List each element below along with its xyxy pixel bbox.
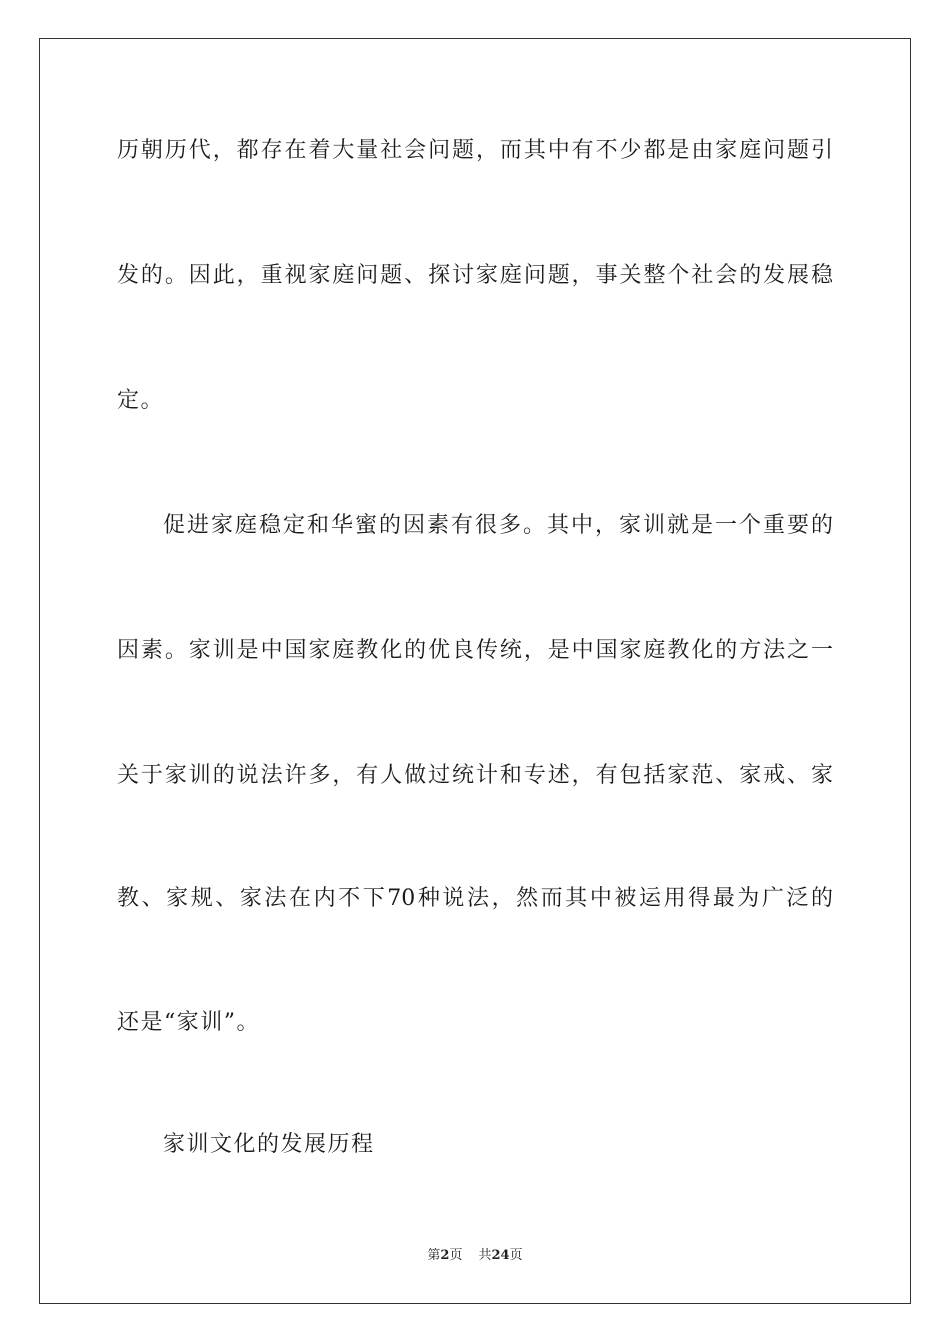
paragraph-2-line-1: 促进家庭稳定和华蜜的因素有很多。其中，家训就是一个重要的 (163, 513, 833, 538)
section-heading: 家训文化的发展历程 (163, 1132, 375, 1157)
paragraph-2-line-3: 关于家训的说法许多，有人做过统计和专述，有包括家范、家戒、家 (117, 763, 833, 788)
footer-total-suffix: 页 (509, 1248, 523, 1263)
page-border (39, 38, 911, 1304)
paragraph-2-line-4: 教、家规、家法在内不下70种说法，然而其中被运用得最为广泛的 (117, 886, 833, 911)
footer-total-prefix: 共 (478, 1248, 492, 1263)
paragraph-2-line-2: 因素。家训是中国家庭教化的优良传统，是中国家庭教化的方法之一 (117, 638, 833, 663)
paragraph-1-line-1: 历朝历代，都存在着大量社会问题，而其中有不少都是由家庭问题引 (117, 138, 833, 163)
footer-page-suffix: 页 (449, 1248, 463, 1263)
page-footer (0, 1247, 950, 1265)
paragraph-1-line-2: 发的。因此，重视家庭问题、探讨家庭问题，事关整个社会的发展稳 (117, 263, 833, 288)
paragraph-1-line-3: 定。 (117, 388, 165, 413)
footer-page-number: 2 (440, 1248, 450, 1263)
paragraph-2-line-5: 还是“家训”。 (117, 1010, 260, 1035)
footer-page-prefix: 第 (427, 1248, 441, 1263)
footer-total-pages: 24 (491, 1248, 510, 1263)
